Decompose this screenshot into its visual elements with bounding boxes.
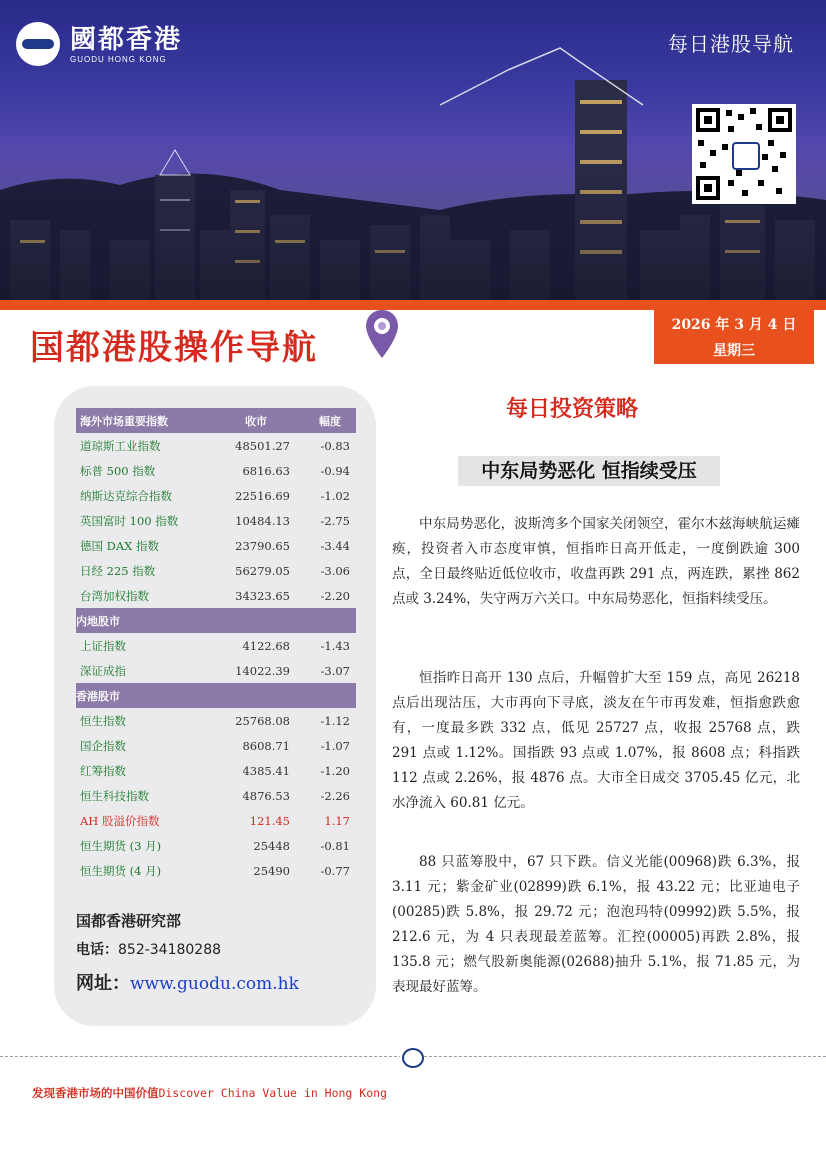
logo-name-cn: 國都香港 xyxy=(70,24,183,55)
table-row xyxy=(76,433,356,458)
phone-label: 电话： xyxy=(76,942,118,958)
header-banner xyxy=(0,0,826,300)
index-change: -3.07 xyxy=(320,663,350,678)
index-name: 日经 225 指数 xyxy=(80,563,156,578)
index-name: 红筹指数 xyxy=(80,763,126,778)
index-close: 4876.53 xyxy=(242,788,290,803)
index-name: 恒生科技指数 xyxy=(80,788,149,803)
indices-table xyxy=(76,408,356,883)
table-row xyxy=(76,708,356,733)
website-label: 网址： xyxy=(76,973,130,994)
index-name: 上证指数 xyxy=(80,638,126,653)
col-header-index: 海外市场重要指数 xyxy=(76,408,208,433)
index-close: 25768.08 xyxy=(235,713,290,728)
slogan-cn: 发现香港市场的中国价值 xyxy=(32,1086,159,1100)
footer-slogan xyxy=(32,1085,387,1101)
logo-mark-icon xyxy=(16,22,60,66)
index-name: AH 股溢价指数 xyxy=(80,813,160,828)
article-paragraph: 恒指昨日高开 130 点后，升幅曾扩大至 159 点，高见 26218 点后出现沽压，大市再向下寻底，淡友在午市再发难，恒指愈跌愈有，一度最多跌 332 点，低见 25727 点，收报 25768 点，跌 291 点或 1.12%。国指跌 93 点或 1.07%，报 8608 点；科指跌 112 点或 2.26%，报 4876 点。大市全日成交 3705.45 亿元，北水净流入 60.81 亿元。 xyxy=(392,670,800,811)
index-close: 14022.39 xyxy=(235,663,290,678)
phone-number: 852-34180288 xyxy=(118,942,222,958)
table-section-row xyxy=(76,683,356,708)
article-paragraph: 88 只蓝筹股中，67 只下跌。信义光能(00968)跌 6.3%，报 3.11 元；紫金矿业(02899)跌 6.1%，报 43.22 元；比亚迪电子(00285)跌 5.8%，报 29.72 元；泡泡玛特(09992)跌 5.5%，报 212.6 元，为 4 只表现最差蓝筹。汇控(00005)再跌 2.8%，报 135.8 元；燃气股新奥能源(02688)抽升 5.1%，报 71.85 元，为表现最好蓝筹。 xyxy=(392,854,800,995)
index-close: 25448 xyxy=(253,838,290,853)
index-close: 4385.41 xyxy=(242,763,290,778)
table-row xyxy=(76,733,356,758)
index-change: -1.43 xyxy=(320,638,350,653)
qr-center-logo-icon xyxy=(732,142,760,170)
article-paragraph: 中东局势恶化，波斯湾多个国家关闭领空，霍尔木兹海峡航运瘫痪，投资者入市态度审慎，恒指昨日高开低走，一度倒跌逾 300 点，全日最终贴近低位收市，收盘再跌 291 点，两连跌，累挫 862 点或 3.24%，失守两万六关口。中东局势恶化，恒指料续受压。 xyxy=(392,516,800,607)
index-close: 6816.63 xyxy=(242,463,290,478)
table-section-row xyxy=(76,608,356,633)
footer-logo-icon xyxy=(400,1046,424,1066)
index-name: 深证成指 xyxy=(80,663,126,678)
table-row xyxy=(76,858,356,883)
phone-line xyxy=(76,939,299,959)
index-name: 国企指数 xyxy=(80,738,126,753)
index-change: -0.94 xyxy=(320,463,350,478)
logo-name-en: GUODU HONG KONG xyxy=(70,54,167,64)
index-change: -1.12 xyxy=(320,713,350,728)
index-change: -0.77 xyxy=(320,863,350,878)
table-row xyxy=(76,558,356,583)
section-label: 香港股市 xyxy=(76,683,356,708)
index-close: 10484.13 xyxy=(235,513,290,528)
index-name: 恒生指数 xyxy=(80,713,126,728)
index-close: 4122.68 xyxy=(242,638,290,653)
index-name: 恒生期货 (4 月) xyxy=(80,863,162,878)
index-close: 22516.69 xyxy=(235,488,290,503)
website-line xyxy=(76,969,299,995)
table-row xyxy=(76,833,356,858)
index-close: 34323.65 xyxy=(235,588,290,603)
section-label: 内地股市 xyxy=(76,608,356,633)
col-header-close: 收市 xyxy=(208,408,304,433)
table-row xyxy=(76,458,356,483)
index-change: -2.20 xyxy=(320,588,350,603)
table-row xyxy=(76,658,356,683)
index-change: -1.20 xyxy=(320,763,350,778)
index-change: -2.75 xyxy=(320,513,350,528)
index-change: -2.26 xyxy=(320,788,350,803)
table-row xyxy=(76,533,356,558)
index-close: 25490 xyxy=(253,863,290,878)
index-change: -1.02 xyxy=(320,488,350,503)
table-row xyxy=(76,583,356,608)
index-close: 48501.27 xyxy=(235,438,290,453)
table-row xyxy=(76,483,356,508)
table-header-row xyxy=(76,408,356,433)
report-weekday: 星期三 xyxy=(713,343,755,359)
index-name: 标普 500 指数 xyxy=(80,463,156,478)
index-close: 56279.05 xyxy=(235,563,290,578)
article-headline: 中东局势恶化 恒指续受压 xyxy=(458,456,720,486)
index-name: 德国 DAX 指数 xyxy=(80,538,160,553)
index-change: -3.44 xyxy=(320,538,350,553)
qr-code-icon xyxy=(692,104,796,204)
index-name: 恒生期货 (3 月) xyxy=(80,838,162,853)
section-title: 每日投资策略 xyxy=(506,397,639,422)
index-name: 道琼斯工业指数 xyxy=(80,438,161,453)
table-row xyxy=(76,808,356,833)
table-row xyxy=(76,508,356,533)
index-change: 1.17 xyxy=(324,813,350,828)
table-row xyxy=(76,633,356,658)
index-close: 121.45 xyxy=(249,813,290,828)
banner-title: 每日港股导航 xyxy=(668,32,794,56)
website-link[interactable]: www.guodu.com.hk xyxy=(130,974,299,994)
index-change: -0.83 xyxy=(320,438,350,453)
report-title: 国都港股操作导航 xyxy=(30,328,318,368)
index-name: 英国富时 100 指数 xyxy=(80,513,179,528)
date-tab xyxy=(654,300,814,364)
contact-block xyxy=(76,910,299,995)
index-close: 8608.71 xyxy=(242,738,290,753)
report-date: 2026 年 3 月 4 日 xyxy=(671,317,797,333)
index-change: -0.81 xyxy=(320,838,350,853)
index-name: 纳斯达克综合指数 xyxy=(80,488,172,503)
index-change: -3.06 xyxy=(320,563,350,578)
index-change: -1.07 xyxy=(320,738,350,753)
index-name: 台湾加权指数 xyxy=(80,588,149,603)
research-department: 国都香港研究部 xyxy=(76,912,182,930)
table-row xyxy=(76,783,356,808)
index-close: 23790.65 xyxy=(235,538,290,553)
location-pin-icon xyxy=(364,308,400,360)
table-row xyxy=(76,758,356,783)
col-header-change: 幅度 xyxy=(304,408,356,433)
slogan-en: Discover China Value in Hong Kong xyxy=(158,1086,387,1100)
company-logo xyxy=(16,22,182,66)
